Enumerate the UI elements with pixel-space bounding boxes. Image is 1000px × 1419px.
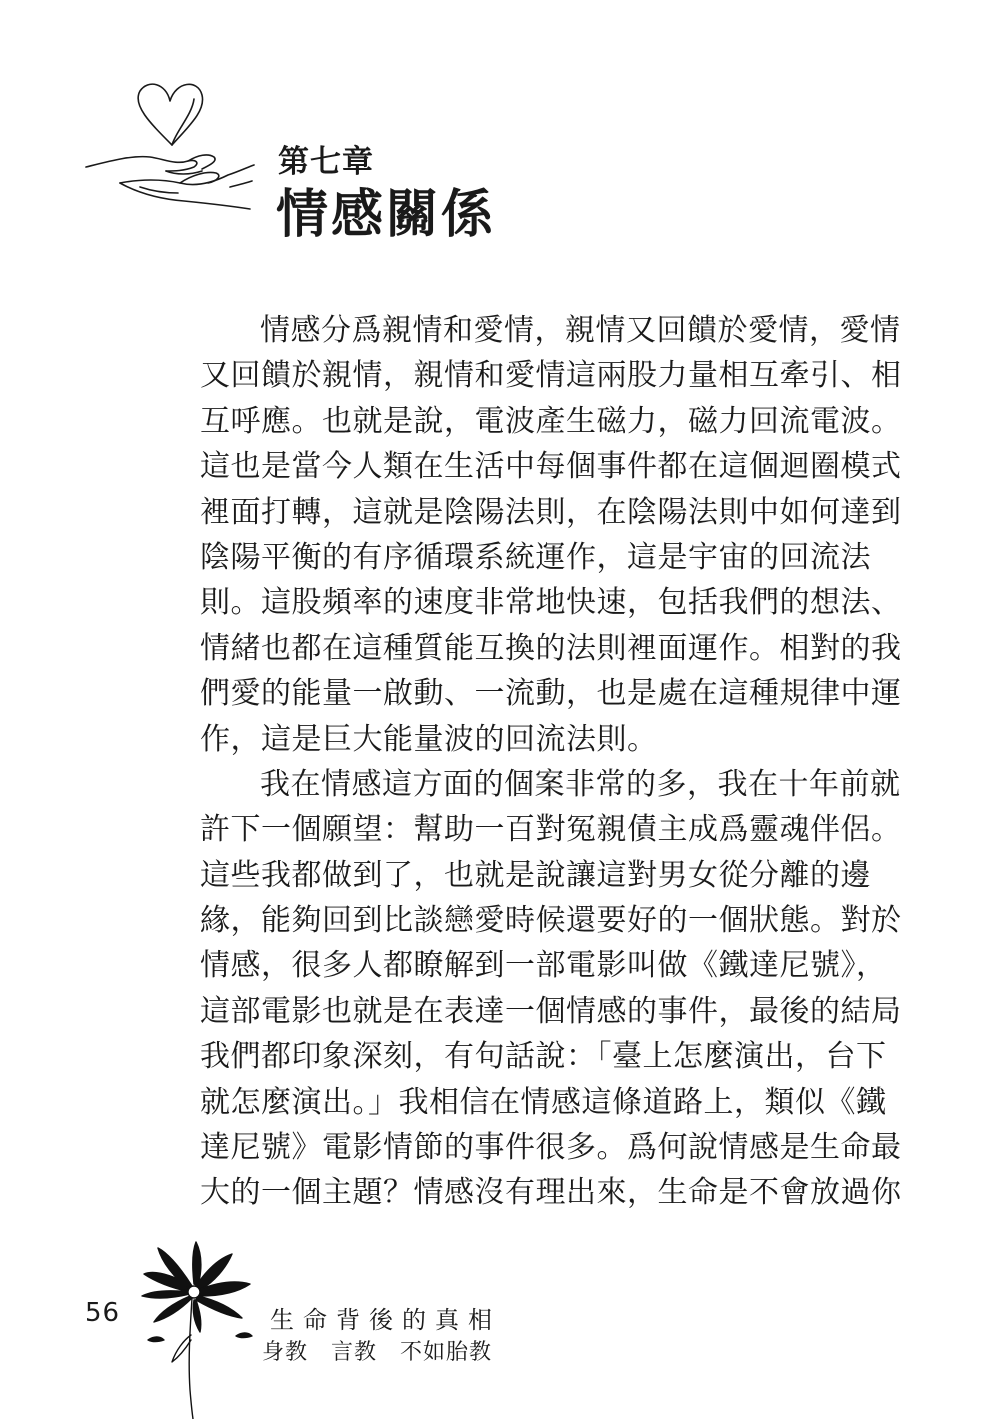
text-line: 情感分爲親情和愛情，親情又回饋於愛情，愛情 xyxy=(260,313,901,348)
text-line: 作，這是巨大能量波的回流法則。 xyxy=(200,721,658,757)
text-line: 情緒也都在這種質能互換的法則裡面運作。相對的我 xyxy=(200,630,902,666)
text-line: 就怎麼演出。」我相信在情感這條道路上，類似《鐵 xyxy=(200,1084,887,1120)
text-line: 則。這股頻率的速度非常地快速，包括我們的想法、 xyxy=(200,585,902,621)
text-line: 互呼應。也就是說，電波產生磁力，磁力回流電波。 xyxy=(200,403,902,439)
chapter-title: 情感關係 xyxy=(276,185,497,245)
text-line: 們愛的能量一啟動、一流動，也是處在這種規律中運 xyxy=(200,676,902,712)
text-line: 情感，很多人都瞭解到一部電影叫做《鐵達尼號》， xyxy=(200,948,887,984)
text-line: 這也是當今人類在生活中每個事件都在這個迴圈模式 xyxy=(200,449,902,485)
text-line: 裡面打轉，這就是陰陽法則，在陰陽法則中如何達到 xyxy=(200,494,902,530)
paragraph xyxy=(200,308,902,762)
text-line: 陰陽平衡的有序循環系統運作，這是宇宙的回流法 xyxy=(200,539,871,575)
book-subtitle: 身教 言教 不如胎教 xyxy=(262,1340,493,1365)
text-line: 這部電影也就是在表達一個情感的事件，最後的結局 xyxy=(200,993,902,1029)
heart-hands-icon xyxy=(80,75,260,235)
text-line: 我在情感這方面的個案非常的多，我在十年前就 xyxy=(260,766,901,802)
text-line: 大的一個主題？情感沒有理出來，生命是不會放過你 xyxy=(200,1175,902,1211)
text-line: 又回饋於親情，親情和愛情這兩股力量相互牽引、相 xyxy=(200,358,902,394)
paragraph xyxy=(200,762,902,1216)
text-line: 達尼號》電影情節的事件很多。爲何說情感是生命最 xyxy=(200,1130,902,1166)
text-line: 緣，能夠回到比談戀愛時候還要好的一個狀態。對於 xyxy=(200,903,902,939)
body-text xyxy=(200,308,902,1216)
book-title: 生命背後的真相 xyxy=(270,1306,501,1334)
text-line: 我們都印象深刻，有句話說：「臺上怎麼演出，台下 xyxy=(200,1039,887,1075)
text-line: 這些我都做到了，也就是說讓這對男女從分離的邊 xyxy=(200,857,871,893)
text-line: 許下一個願望：幫助一百對冤親債主成爲靈魂伴侶。 xyxy=(200,812,902,848)
page-number: 56 xyxy=(85,1298,121,1328)
flower-icon xyxy=(140,1240,255,1419)
chapter-label: 第七章 xyxy=(278,144,374,180)
